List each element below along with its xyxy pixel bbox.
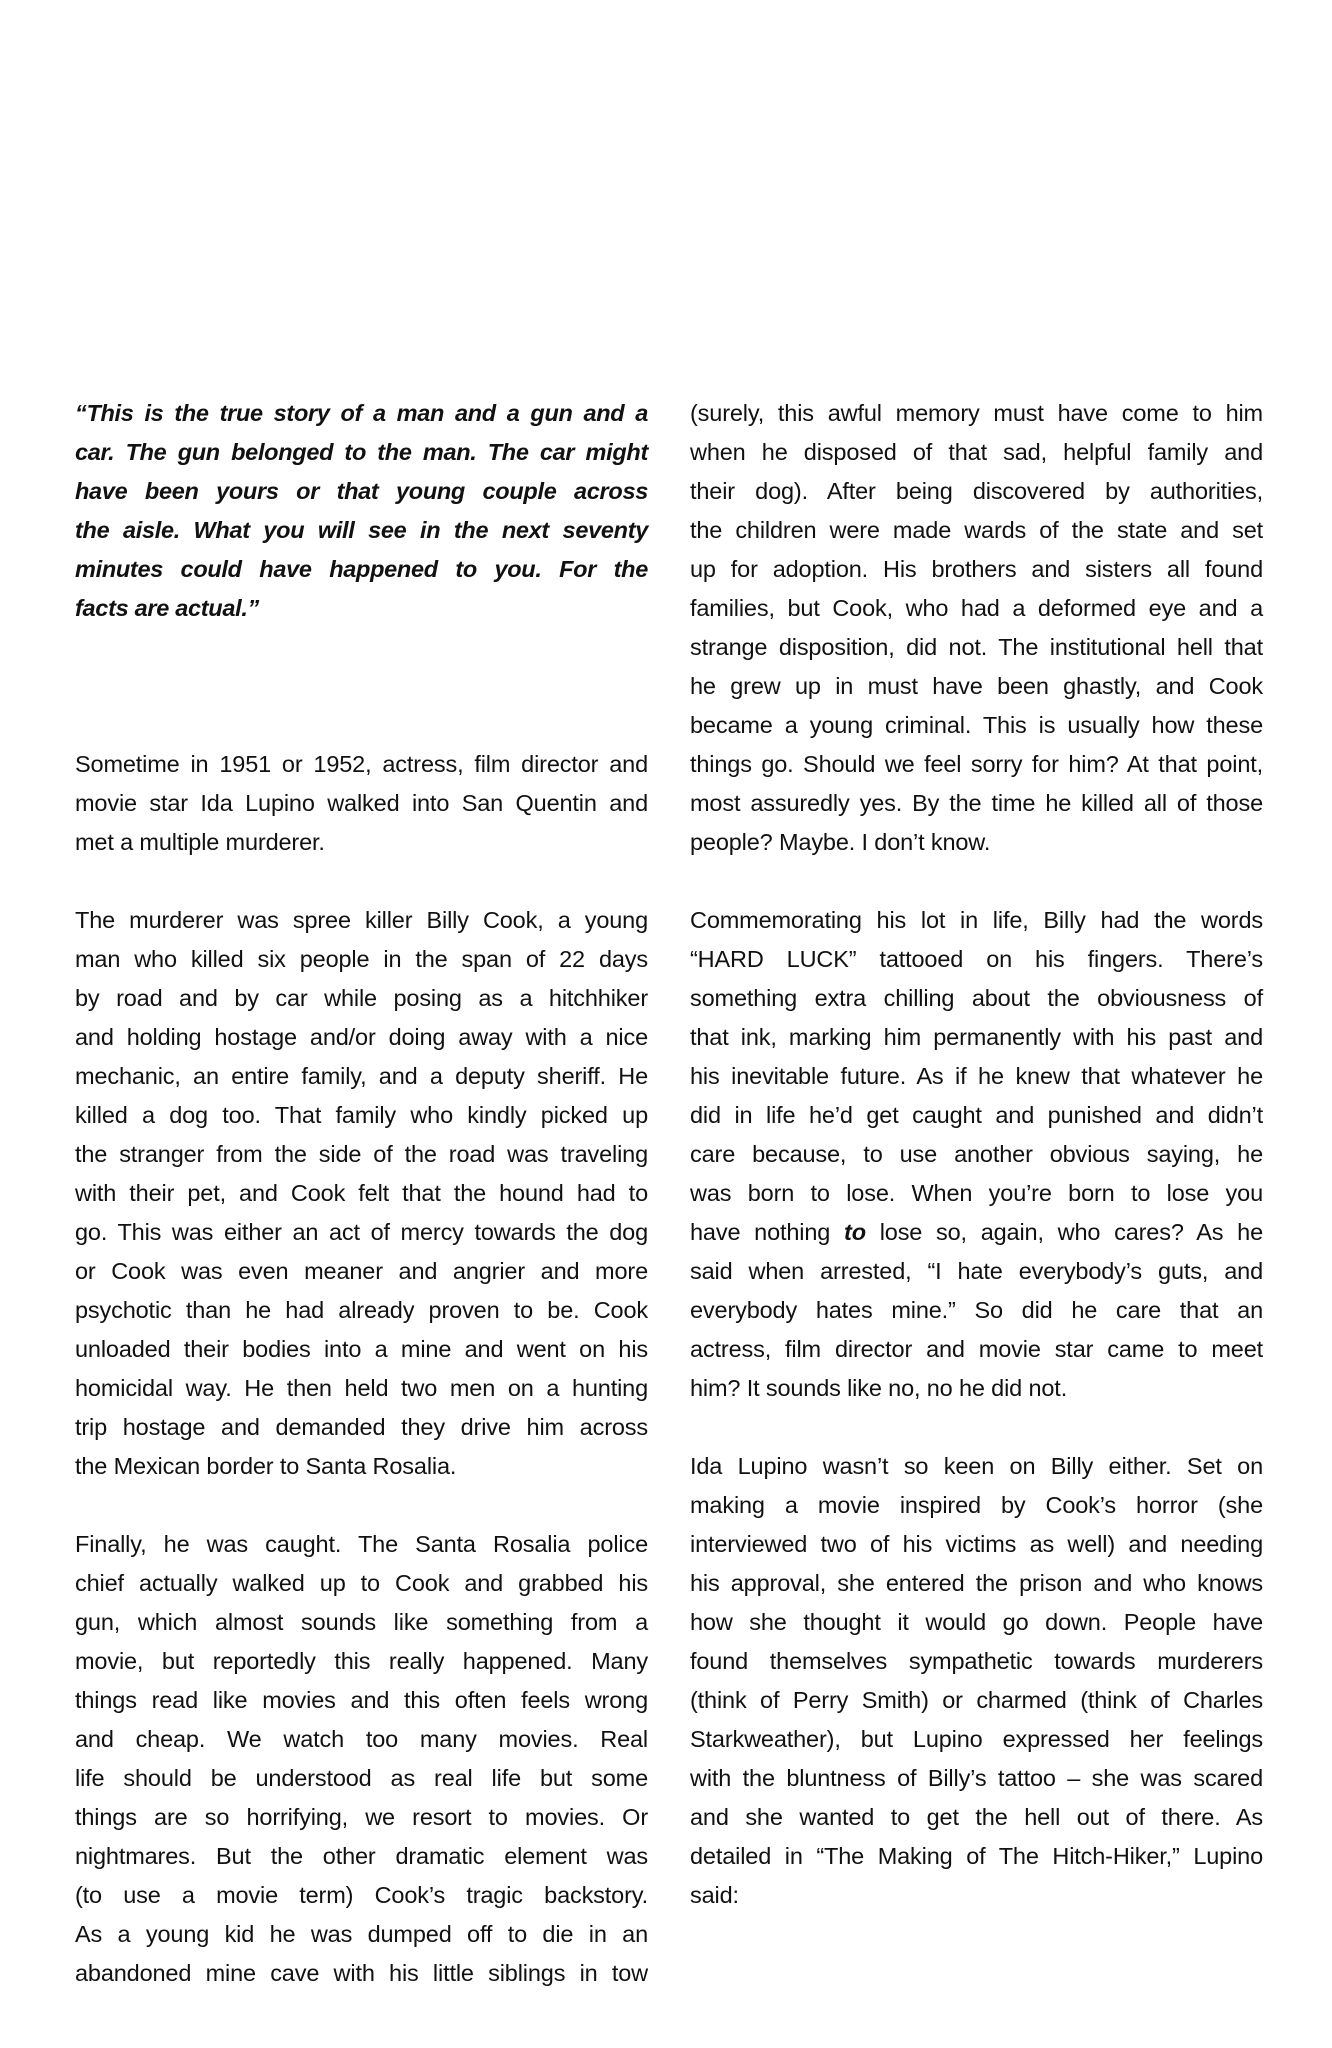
- text-line: with the bluntness of Billy’s tattoo – she was scared: [690, 1765, 1263, 1791]
- text-line: nightmares. But the other dramatic element was: [75, 1843, 648, 1869]
- emphasized-word: to: [844, 1219, 866, 1245]
- epigraph-line: “This is the true story of a man and a gun and a: [75, 400, 648, 426]
- epigraph-line: car. The gun belonged to the man. The car might: [75, 439, 648, 465]
- text-line: care because, to use another obvious saying, he: [690, 1141, 1263, 1167]
- paragraph-spacer: [75, 1486, 648, 1525]
- text-line: making a movie inspired by Cook’s horror (she: [690, 1492, 1263, 1518]
- text-line: movie, but reportedly this really happened. Many: [75, 1648, 648, 1674]
- text-line: by road and by car while posing as a hitchhiker: [75, 985, 648, 1011]
- text-line: Finally, he was caught. The Santa Rosalia police: [75, 1531, 648, 1557]
- text-line: (think of Perry Smith) or charmed (think of Charles: [690, 1687, 1263, 1713]
- text-line: people? Maybe. I don’t know.: [690, 829, 991, 855]
- text-line: and cheap. We watch too many movies. Real: [75, 1726, 648, 1752]
- paragraph-caught: [75, 1525, 648, 1993]
- text-line: trip hostage and demanded they drive him across: [75, 1414, 648, 1440]
- section-spacer: [75, 628, 648, 745]
- paragraph-spacer: [690, 1408, 1263, 1447]
- paragraph-spacer: [75, 862, 648, 901]
- text-line: something extra chilling about the obviousness of: [690, 985, 1263, 1011]
- text-line: and holding hostage and/or doing away with a nice: [75, 1024, 648, 1050]
- text-line: unloaded their bodies into a mine and went on his: [75, 1336, 648, 1362]
- text-line: chief actually walked up to Cook and grabbed his: [75, 1570, 648, 1596]
- text-line: found themselves sympathetic towards murderers: [690, 1648, 1263, 1674]
- text-line: Starkweather), but Lupino expressed her feelings: [690, 1726, 1263, 1752]
- text-line: man who killed six people in the span of 22 days: [75, 946, 648, 972]
- text-line: that ink, marking him permanently with his past and: [690, 1024, 1263, 1050]
- text-line: actress, film director and movie star came to meet: [690, 1336, 1263, 1362]
- left-column: [75, 394, 648, 1993]
- epigraph-line: facts are actual.”: [75, 595, 260, 621]
- paragraph-hard-luck: [690, 901, 1263, 1408]
- text-line: Commemorating his lot in life, Billy had the words: [690, 907, 1263, 933]
- text-line: movie star Ida Lupino walked into San Quentin and: [75, 790, 648, 816]
- text-line: with their pet, and Cook felt that the hound had to: [75, 1180, 648, 1206]
- text-line: or Cook was even meaner and angrier and more: [75, 1258, 648, 1284]
- text-line: how she thought it would go down. People have: [690, 1609, 1263, 1635]
- text-line: families, but Cook, who had a deformed eye and a: [690, 595, 1263, 621]
- text-line: their dog). After being discovered by authorities,: [690, 478, 1263, 504]
- epigraph-quote: [75, 394, 648, 628]
- text-line: (surely, this awful memory must have come to him: [690, 400, 1263, 426]
- text-line: life should be understood as real life but some: [75, 1765, 648, 1791]
- text-line: mechanic, an entire family, and a deputy sheriff. He: [75, 1063, 648, 1089]
- text-line: detailed in “The Making of The Hitch-Hiker,” Lupino: [690, 1843, 1263, 1869]
- text-line-with-emphasis: [690, 1213, 1263, 1252]
- text-line: (to use a movie term) Cook’s tragic backstory.: [75, 1882, 648, 1908]
- text-line: and she wanted to get the hell out of there. As: [690, 1804, 1263, 1830]
- paragraph-backstory: [690, 394, 1263, 862]
- text-line: the stranger from the side of the road was traveling: [75, 1141, 648, 1167]
- text-line: said:: [690, 1882, 739, 1908]
- text-line: Ida Lupino wasn’t so keen on Billy either. Set on: [690, 1453, 1263, 1479]
- text-line: “HARD LUCK” tattooed on his fingers. There’s: [690, 946, 1263, 972]
- text-line: things read like movies and this often feels wrong: [75, 1687, 648, 1713]
- text-segment: lose so, again, who cares? As he: [865, 1219, 1263, 1245]
- epigraph-line: minutes could have happened to you. For the: [75, 556, 648, 582]
- paragraph-intro: [75, 745, 648, 862]
- right-column: [690, 394, 1263, 1915]
- text-line: became a young criminal. This is usually how these: [690, 712, 1263, 738]
- text-line: Sometime in 1951 or 1952, actress, film director and: [75, 751, 648, 777]
- text-line: the children were made wards of the state and set: [690, 517, 1263, 543]
- text-line: go. This was either an act of mercy towards the dog: [75, 1219, 648, 1245]
- text-line: he grew up in must have been ghastly, and Cook: [690, 673, 1263, 699]
- epigraph-line: have been yours or that young couple across: [75, 478, 648, 504]
- text-line: As a young kid he was dumped off to die in an: [75, 1921, 648, 1947]
- text-line: killed a dog too. That family who kindly picked up: [75, 1102, 648, 1128]
- paragraph-spacer: [690, 862, 1263, 901]
- text-line: strange disposition, did not. The institutional hell that: [690, 634, 1263, 660]
- text-line: things are so horrifying, we resort to movies. Or: [75, 1804, 648, 1830]
- text-line: his approval, she entered the prison and who knows: [690, 1570, 1263, 1596]
- text-line: abandoned mine cave with his little siblings in tow: [75, 1960, 648, 1986]
- text-line: gun, which almost sounds like something from a: [75, 1609, 648, 1635]
- text-line: the Mexican border to Santa Rosalia.: [75, 1453, 457, 1479]
- text-line: things go. Should we feel sorry for him? At that point,: [690, 751, 1263, 777]
- text-line: most assuredly yes. By the time he killed all of those: [690, 790, 1263, 816]
- text-segment: have nothing: [690, 1219, 845, 1245]
- text-line: homicidal way. He then held two men on a hunting: [75, 1375, 648, 1401]
- text-line: did in life he’d get caught and punished and didn’t: [690, 1102, 1263, 1128]
- text-line: when he disposed of that sad, helpful family and: [690, 439, 1263, 465]
- text-line: met a multiple murderer.: [75, 829, 325, 855]
- paragraph-murderer: [75, 901, 648, 1486]
- text-line: interviewed two of his victims as well) and needing: [690, 1531, 1263, 1557]
- text-line: everybody hates mine.” So did he care that an: [690, 1297, 1263, 1323]
- text-line: was born to lose. When you’re born to lose you: [690, 1180, 1263, 1206]
- text-line: said when arrested, “I hate everybody’s guts, and: [690, 1258, 1263, 1284]
- paragraph-lupino: [690, 1447, 1263, 1915]
- text-line: up for adoption. His brothers and sisters all found: [690, 556, 1263, 582]
- text-line: him? It sounds like no, no he did not.: [690, 1375, 1068, 1401]
- text-line: his inevitable future. As if he knew that whatever he: [690, 1063, 1263, 1089]
- text-line: psychotic than he had already proven to be. Cook: [75, 1297, 648, 1323]
- epigraph-line: the aisle. What you will see in the next seventy: [75, 517, 648, 543]
- text-line: The murderer was spree killer Billy Cook, a young: [75, 907, 648, 933]
